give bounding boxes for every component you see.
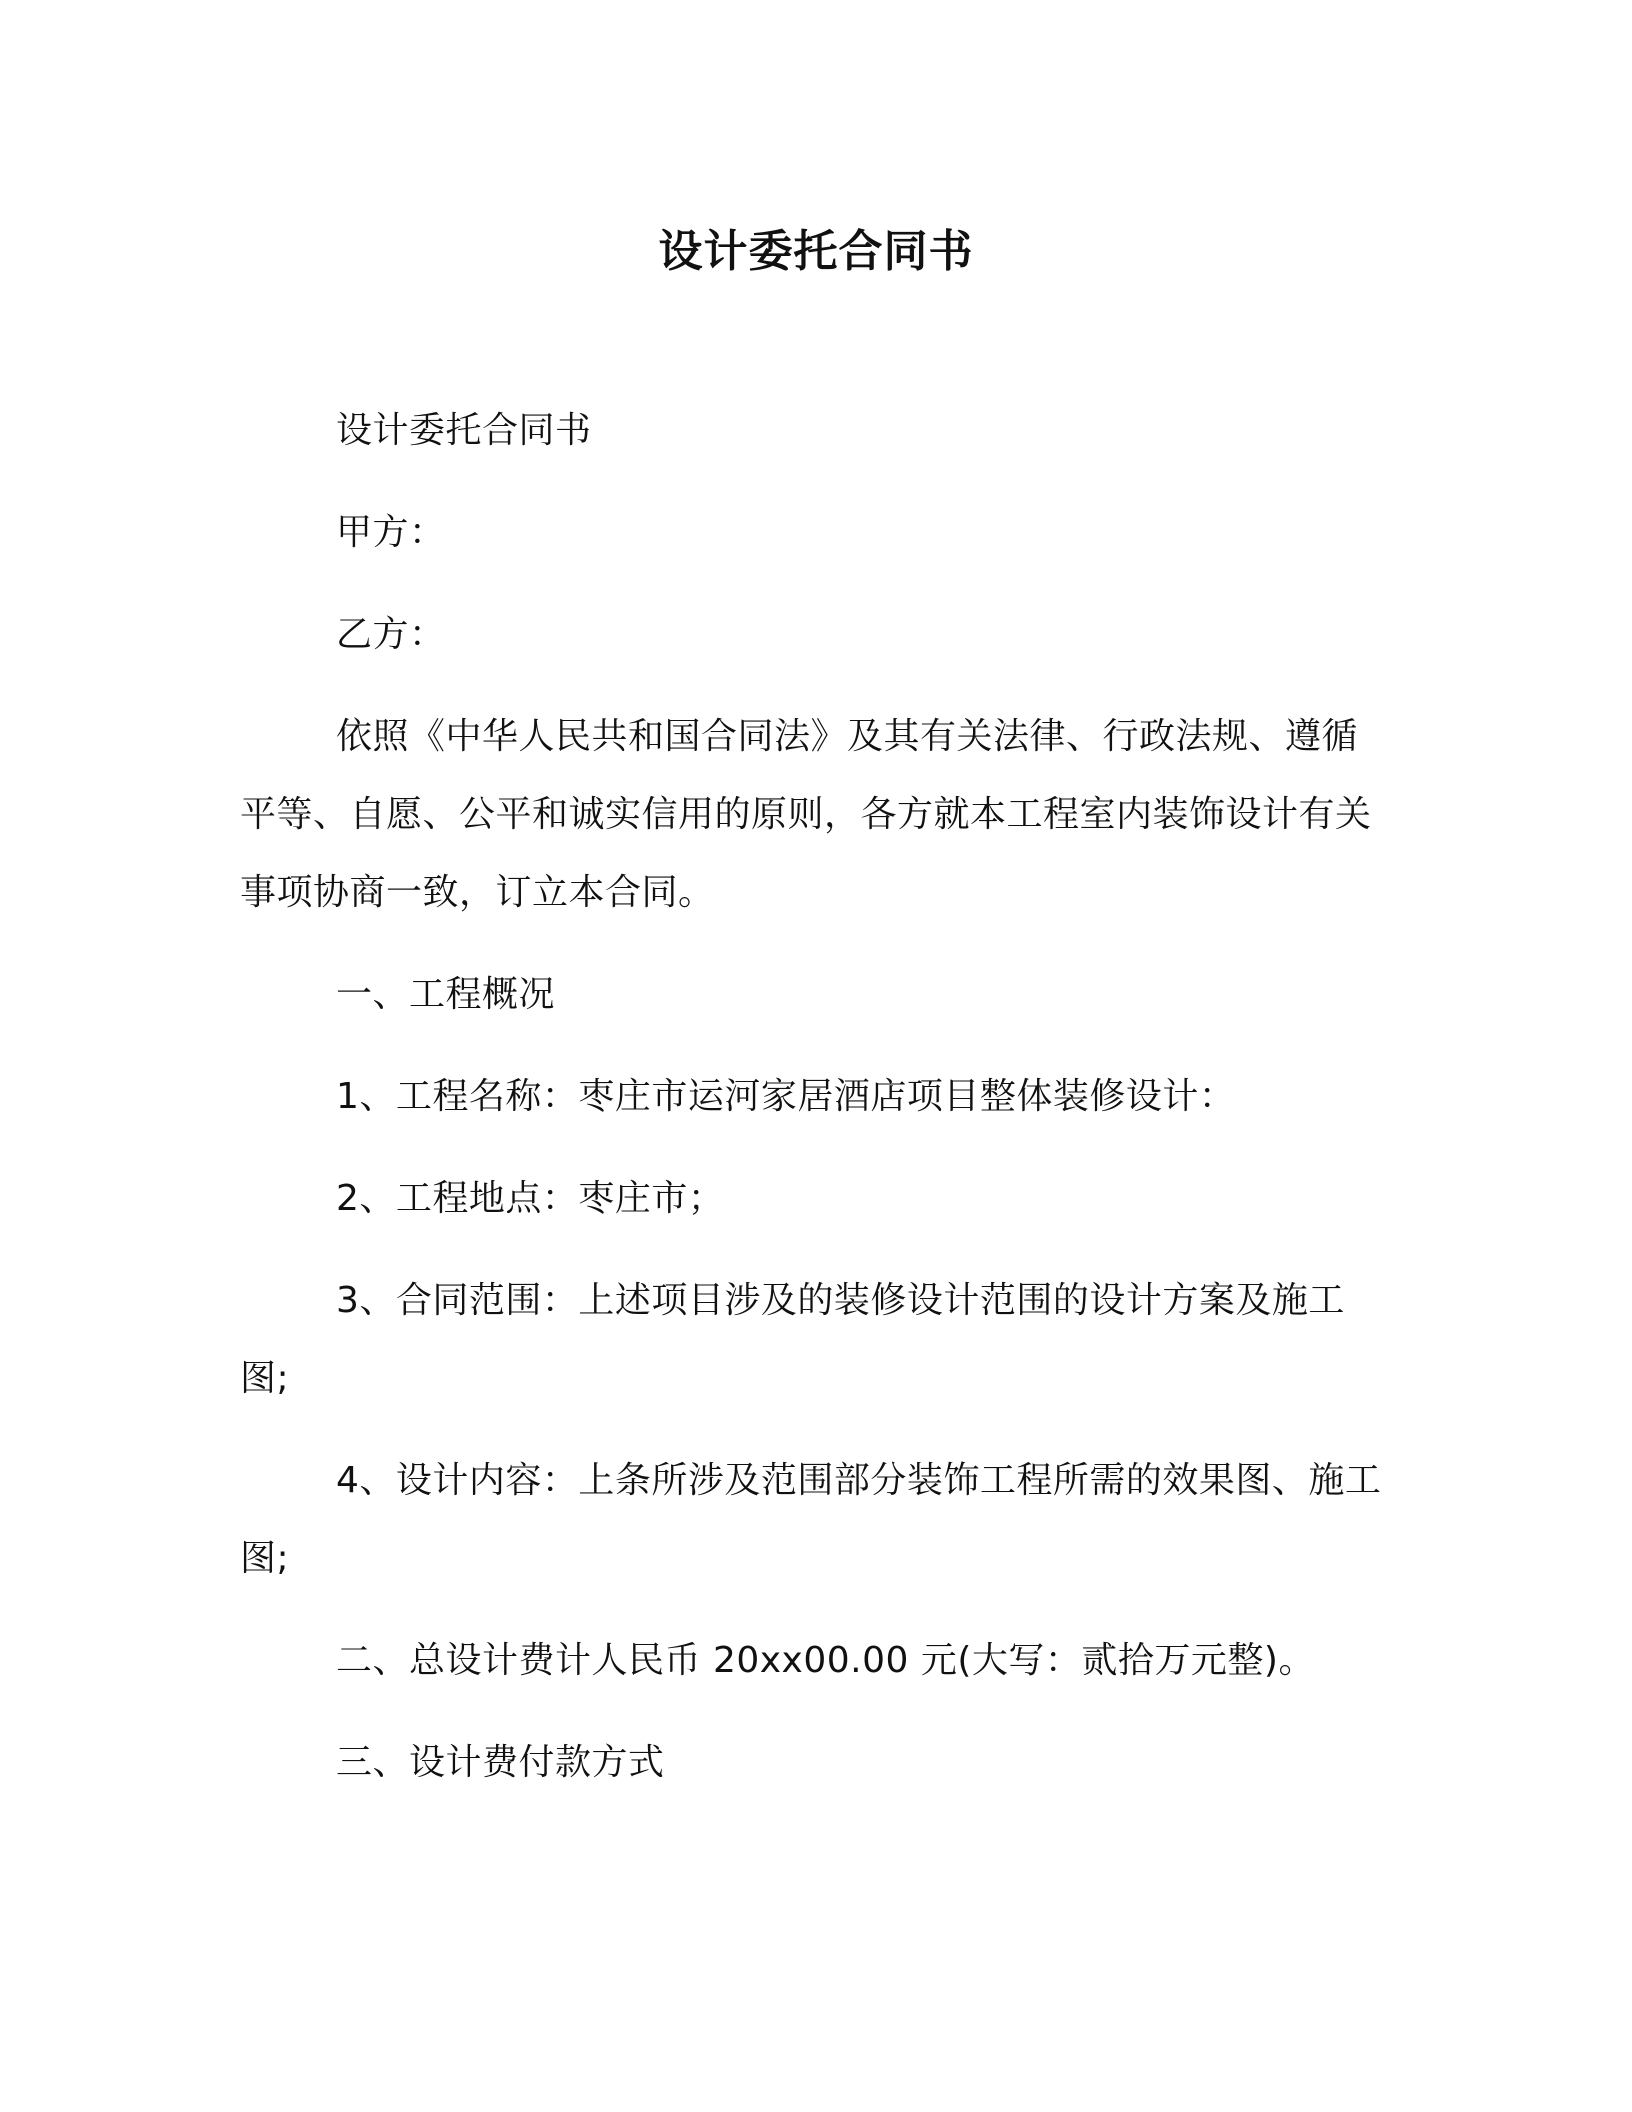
contract-scope-item: 3、合同范围：上述项目涉及的装修设计范围的设计方案及施工图;	[240, 1280, 1345, 1399]
preamble-paragraph: 依照《中华人民共和国合同法》及其有关法律、行政法规、遵循平等、自愿、公平和诚实信用的原则，各方就本工程室内装饰设计有关事项协商一致，订立本合同。	[240, 716, 1372, 913]
party-b-line: 乙方：	[336, 614, 446, 655]
section-2-fee: 二、总设计费计人民币 20xx00.00 元(大写：贰拾万元整)。	[336, 1640, 1315, 1681]
subtitle-paragraph: 设计委托合同书	[336, 410, 592, 451]
document-title: 设计委托合同书	[658, 226, 974, 277]
project-name-item: 1、工程名称：枣庄市运河家居酒店项目整体装修设计：	[336, 1076, 1236, 1117]
section-1-heading: 一、工程概况	[336, 974, 556, 1015]
design-content-item: 4、设计内容：上条所涉及范围部分装饰工程所需的效果图、施工图;	[240, 1460, 1382, 1579]
party-a-line: 甲方：	[336, 512, 446, 553]
section-3-heading: 三、设计费付款方式	[336, 1742, 665, 1783]
project-location-item: 2、工程地点：枣庄市；	[336, 1178, 725, 1219]
